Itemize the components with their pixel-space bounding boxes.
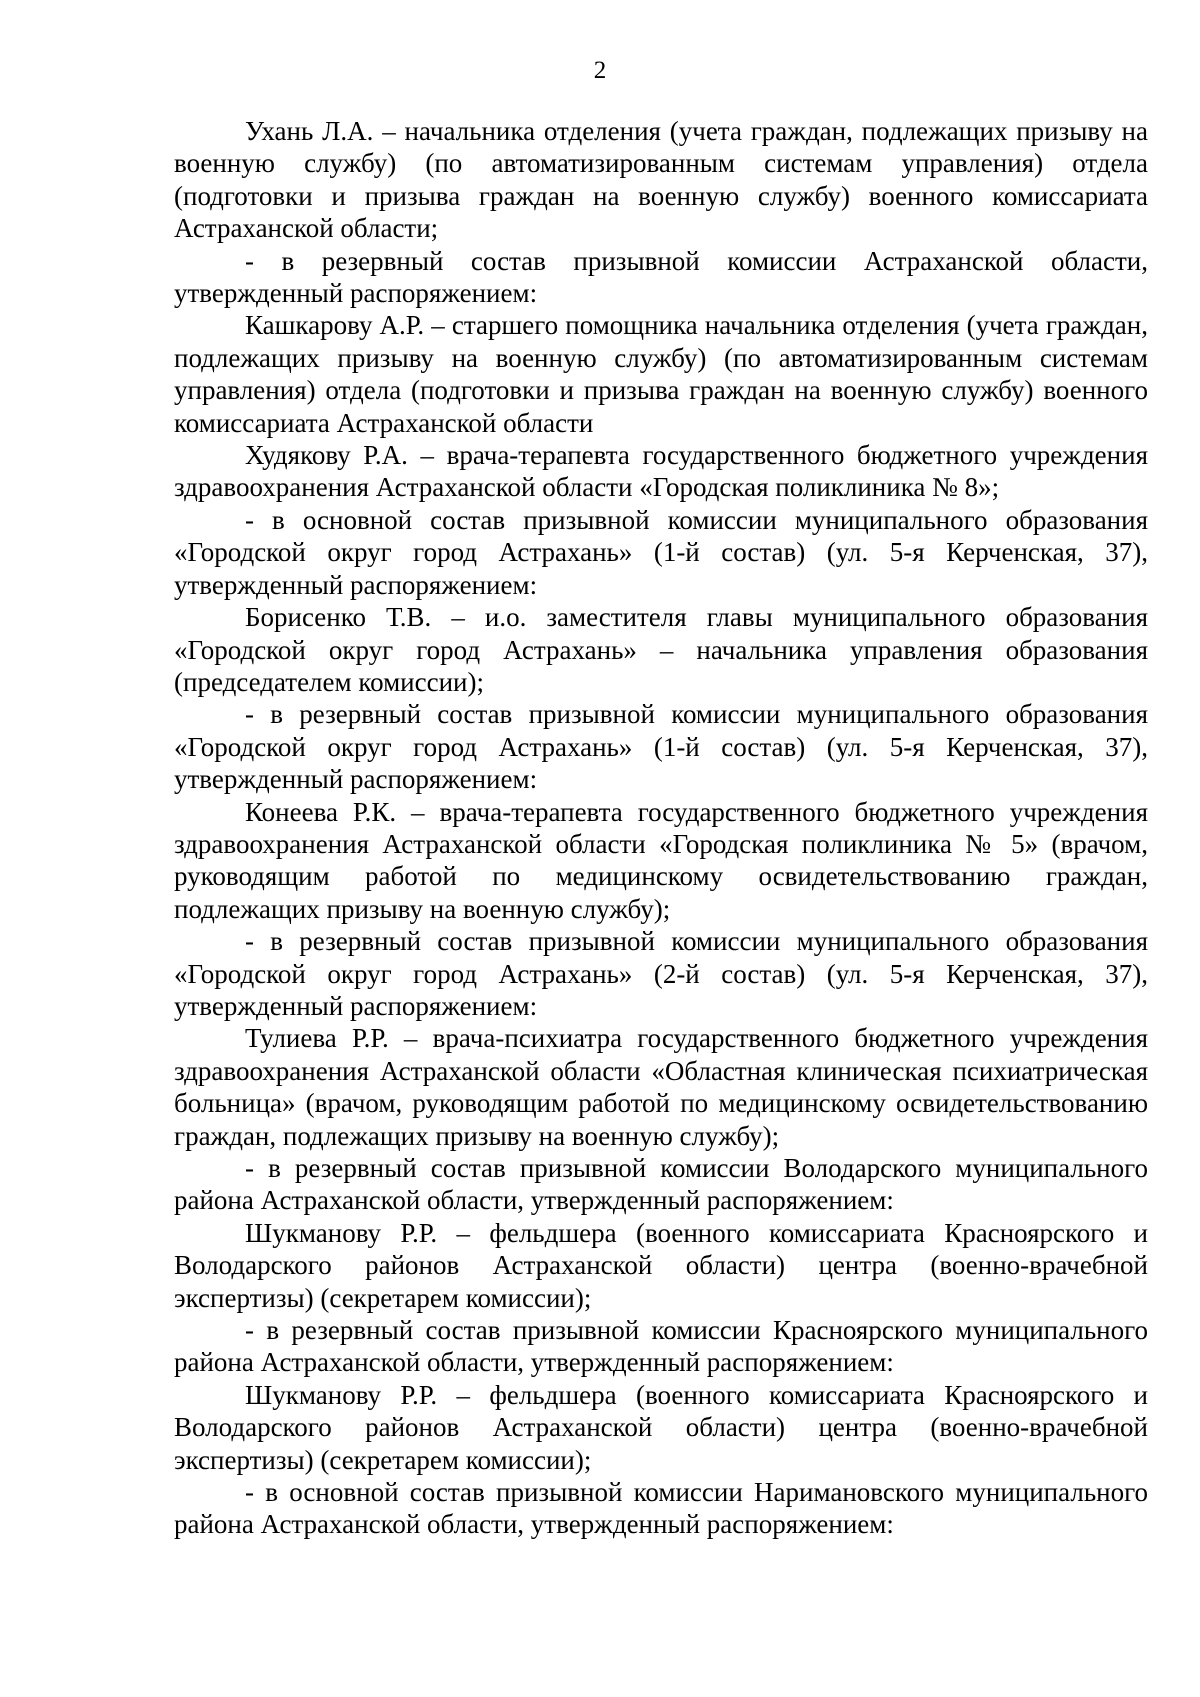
paragraph-reserve-krasnoyarsky: - в резервный состав призывной комиссии Красноярского муниципального района Астраханской области, утвержденный распоряжением: — [174, 1315, 1148, 1378]
paragraph-reserve-astrakhan-1: - в резервный состав призывной комиссии муниципального образования «Городской округ город Астрахань» (1-й состав) (ул. 5-я Керченская, 37), утвержденный распоряжением: — [174, 699, 1148, 795]
page-number: 2 — [593, 57, 607, 84]
paragraph-reserve-oblast: - в резервный состав призывной комиссии Астраханской области, утвержденный распоряжением: — [174, 245, 1148, 309]
paragraph-reserve-astrakhan-2: - в резервный состав призывной комиссии муниципального образования «Городской округ город Астрахань» (2-й состав) (ул. 5-я Керченская, 37), утвержденный распоряжением: — [174, 926, 1148, 1021]
paragraph-reserve-volodarsky: - в резервный состав призывной комиссии Володарского муниципального района Астраханской области, утвержденный распоряжением: — [174, 1153, 1148, 1216]
paragraph-main-narimanovsky: - в основной состав призывной комиссии Наримановского муниципального района Астраханской области, утвержденный распоряжением: — [174, 1477, 1148, 1540]
document-body — [174, 115, 1148, 1541]
paragraph-shukmanova-1: Шукманову Р.Р. – фельдшера (военного комиссариата Красноярского и Володарского районов Астраханской области) центра (военно-врачебной экспертизы) (секретарем комиссии); — [174, 1217, 1148, 1313]
paragraph-main-astrakhan-1: - в основной состав призывной комиссии муниципального образования «Городской округ город Астрахань» (1-й состав) (ул. 5-я Керченская, 37), утвержденный распоряжением: — [174, 504, 1148, 600]
paragraph-shukmanova-2: Шукманову Р.Р. – фельдшера (военного комиссариата Красноярского и Володарского районов Астраханской области) центра (военно-врачебной экспертизы) (секретарем комиссии); — [174, 1379, 1148, 1475]
paragraph-ukhan: Ухань Л.А. – начальника отделения (учета граждан, подлежащих призыву на военную службу) (по автоматизированным системам управления) отдела (подготовки и призыва граждан на военную службу) военного комиссариата Астраханской области; — [174, 116, 1148, 244]
paragraph-kashkarova: Кашкарову А.Р. – старшего помощника начальника отделения (учета граждан, подлежащих призыву на военную службу) (по автоматизированным системам управления) отдела (подготовки и призыва граждан на военную службу) военного комиссариата Астраханской области — [174, 310, 1148, 438]
paragraph-khudyakova: Худякову Р.А. – врача-терапевта государственного бюджетного учреждения здравоохранения Астраханской области «Городская поликлиника № 8»; — [174, 440, 1148, 503]
paragraph-tulieva: Тулиева Р.Р. – врача-психиатра государственного бюджетного учреждения здравоохранения Астраханской области «Областная клиническая психиатрическая больница» (врачом, руководящим работой по медицинскому освидетельствованию граждан, подлежащих призыву на военную службу); — [174, 1023, 1148, 1151]
paragraph-koneeva: Конеева Р.К. – врача-терапевта государственного бюджетного учреждения здравоохранения Астраханской области «Городская поликлиника № 5» (врачом, руководящим работой по медицинскому освидетельствованию граждан, подлежащих призыву на военную службу); — [174, 796, 1148, 924]
paragraph-borisenko: Борисенко Т.В. – и.о. заместителя главы муниципального образования «Городской округ город Астрахань» – начальника управления образования (председателем комиссии); — [174, 602, 1148, 697]
